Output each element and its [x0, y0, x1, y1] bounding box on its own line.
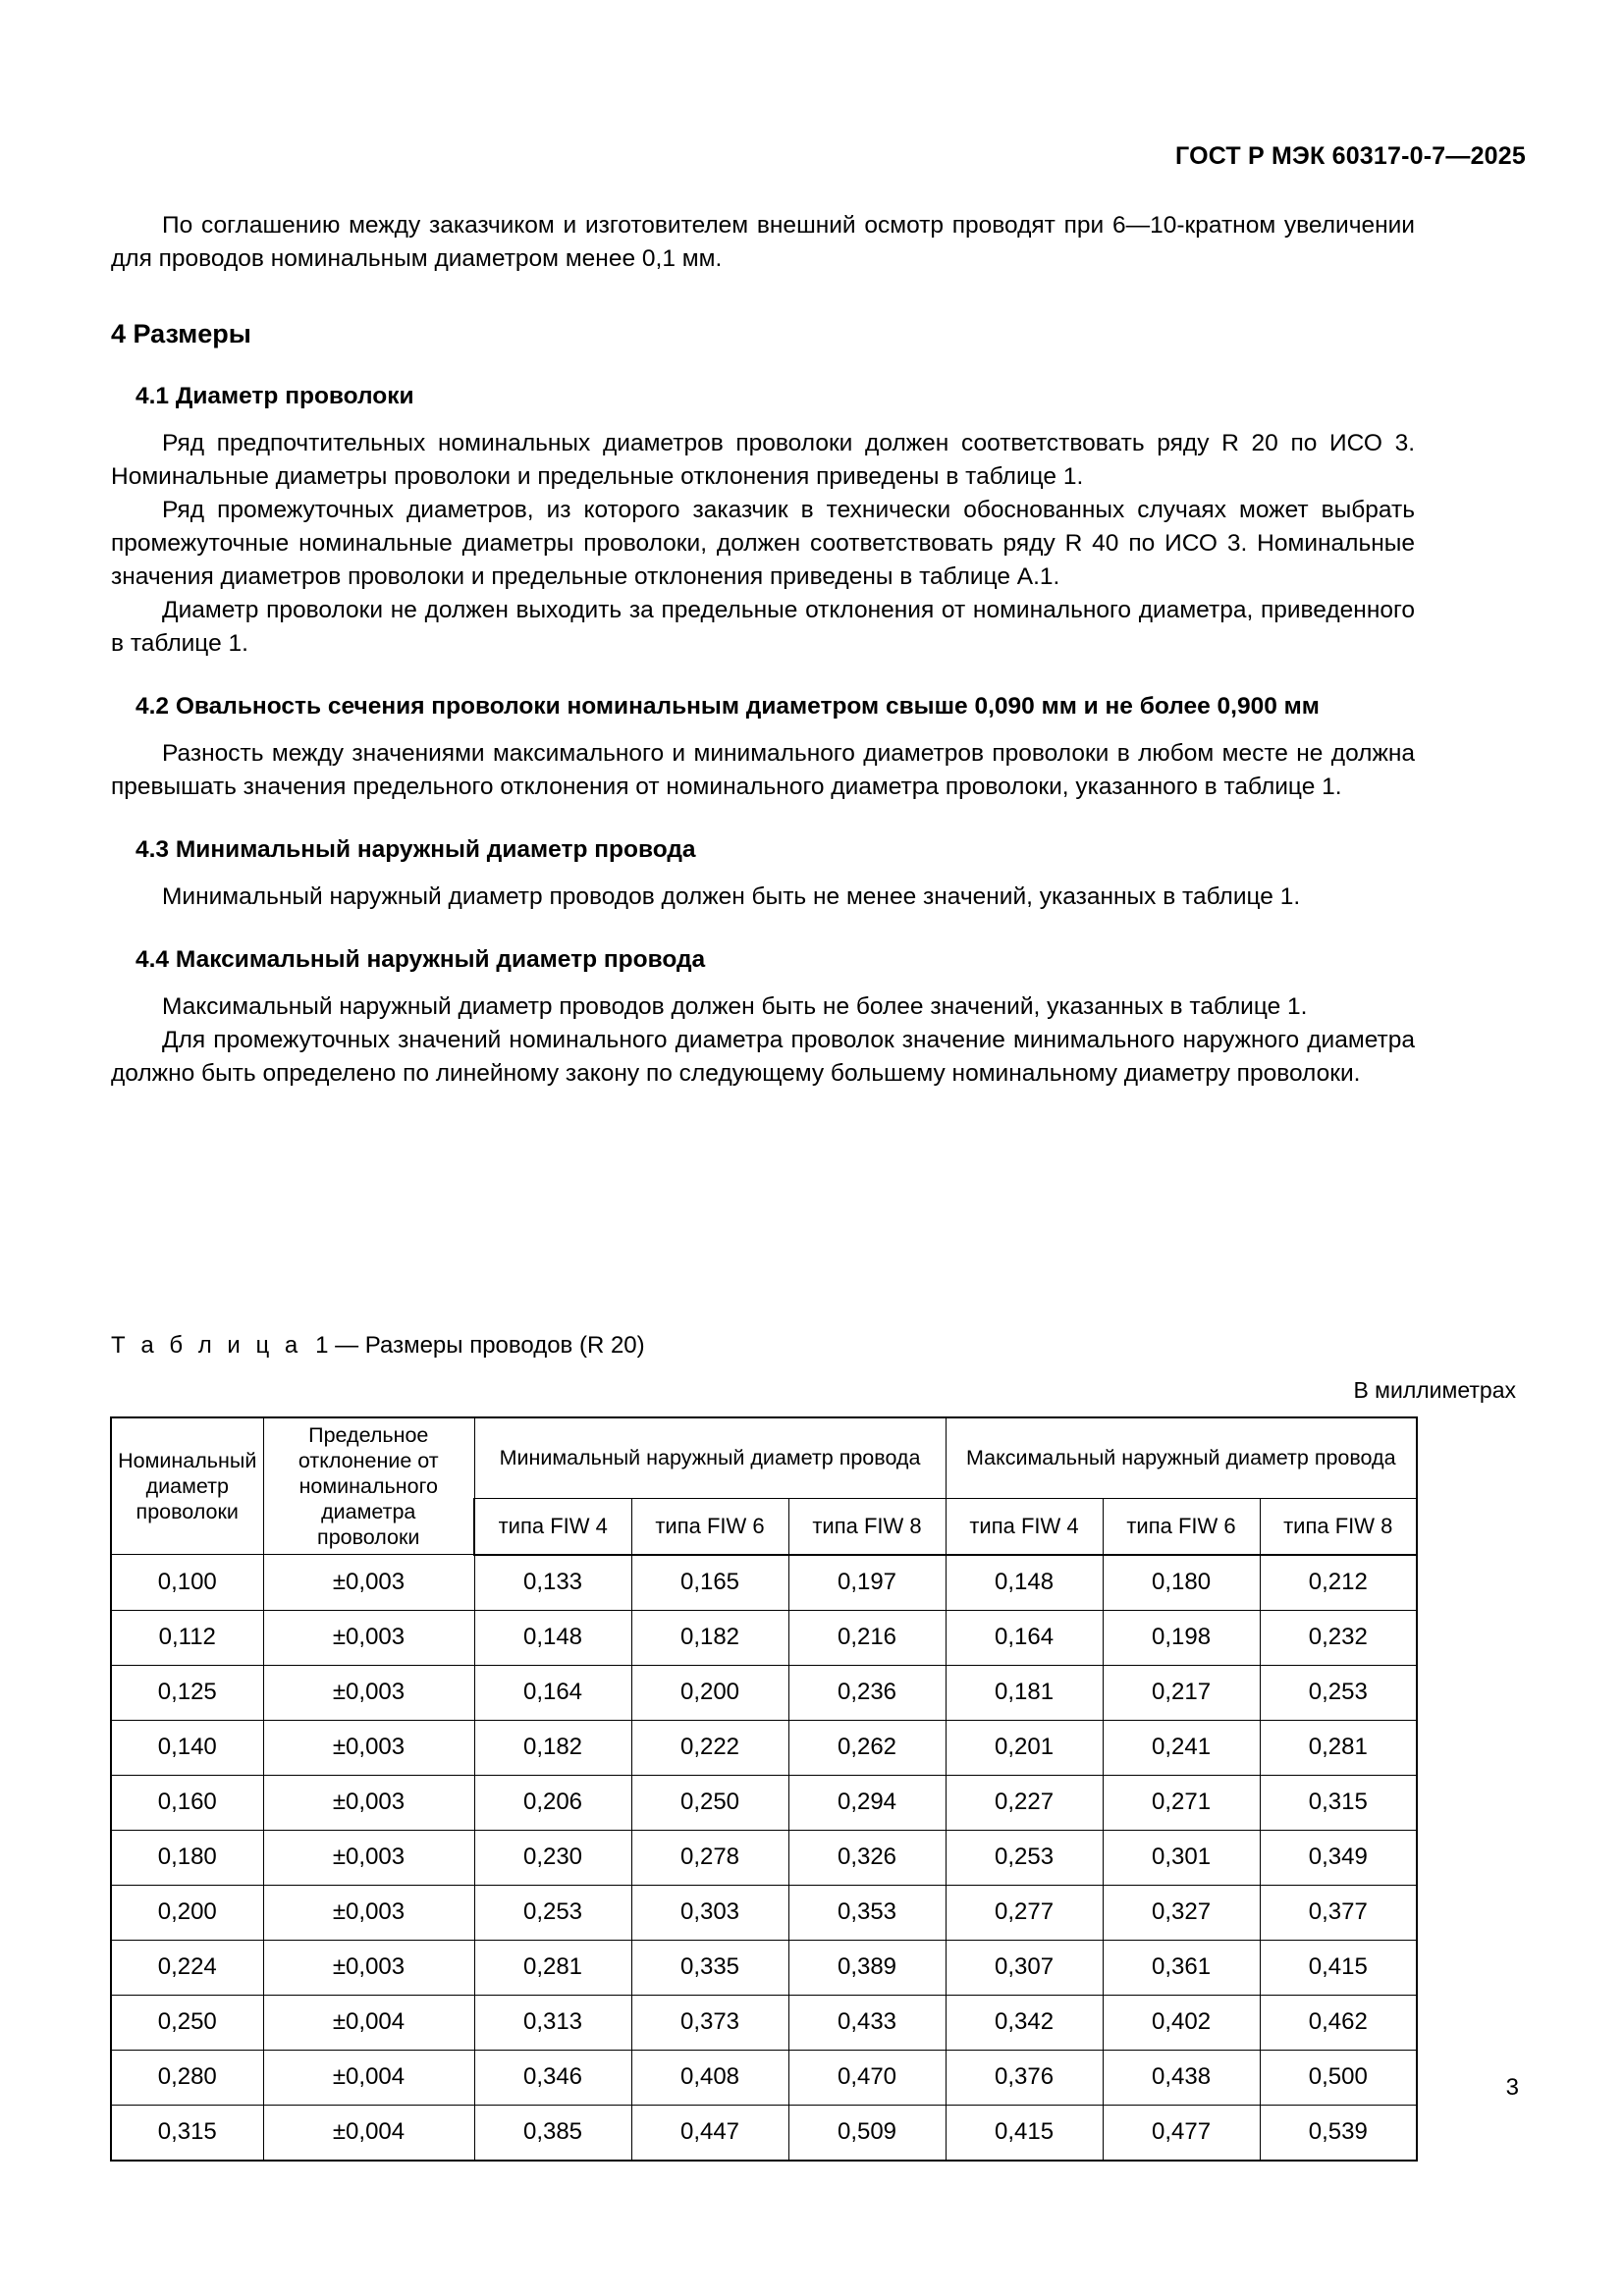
table-caption [111, 1332, 645, 1360]
table-row [111, 1775, 1417, 1830]
th-max-fiw4: типа FIW 4 [946, 1498, 1103, 1555]
table-cell: ±0,004 [263, 2050, 474, 2105]
table-cell: 0,198 [1103, 1610, 1260, 1665]
paragraph-4-1-3: Диаметр проволоки не должен выходить за предельные отклонения от номинального диаметра, приведенного в таблице 1. [111, 597, 1415, 657]
table-cell: 0,201 [946, 1720, 1103, 1775]
table-cell: 0,349 [1260, 1830, 1417, 1885]
spacer [111, 914, 1415, 943]
table-cell: 0,335 [631, 1940, 788, 1995]
table-cell: 0,361 [1103, 1940, 1260, 1995]
spacer [111, 276, 1415, 317]
table-row [111, 2105, 1417, 2161]
table-cell: 0,100 [111, 1555, 263, 1611]
table-cell: ±0,003 [263, 1940, 474, 1995]
table-row [111, 1995, 1417, 2050]
table-cell: 0,294 [788, 1775, 946, 1830]
paragraph-4-4-2: Для промежуточных значений номинального диаметра проволок значение минимального наружного диаметра должно быть определено по линейному закону по следующему большему номинальному диаметру проволоки. [111, 1027, 1415, 1087]
table-cell: 0,342 [946, 1995, 1103, 2050]
table-cell: ±0,003 [263, 1665, 474, 1720]
paragraph-4-2-1: Разность между значениями максимального и минимального диаметров проволоки в любом месте не должна превышать значения предельного отклонения от номинального диаметра проволоки, указанного в таблице 1. [111, 740, 1415, 800]
table-cell: 0,227 [946, 1775, 1103, 1830]
th-min-fiw6: типа FIW 6 [631, 1498, 788, 1555]
spacer [111, 977, 1415, 990]
table-cell: 0,402 [1103, 1995, 1260, 2050]
table-cell: 0,250 [631, 1775, 788, 1830]
table-cell: 0,112 [111, 1610, 263, 1665]
table-cell: 0,253 [946, 1830, 1103, 1885]
table-cell: ±0,003 [263, 1885, 474, 1940]
table-cell: 0,216 [788, 1610, 946, 1665]
table-cell: 0,303 [631, 1885, 788, 1940]
table-caption-text: 1 — Размеры проводов (R 20) [315, 1332, 645, 1359]
table-cell: 0,327 [1103, 1885, 1260, 1940]
table-cell: ±0,003 [263, 1555, 474, 1611]
table-cell: 0,200 [631, 1665, 788, 1720]
table-cell: 0,278 [631, 1830, 788, 1885]
table-cell: 0,222 [631, 1720, 788, 1775]
th-min-fiw4: типа FIW 4 [474, 1498, 631, 1555]
table-cell: ±0,003 [263, 1610, 474, 1665]
table-row [111, 2050, 1417, 2105]
dimensions-table [110, 1416, 1418, 2162]
table-cell: 0,470 [788, 2050, 946, 2105]
table-cell: 0,509 [788, 2105, 946, 2161]
section-heading-4: 4 Размеры [111, 319, 251, 348]
table-cell: 0,408 [631, 2050, 788, 2105]
table-cell: 0,253 [1260, 1665, 1417, 1720]
table-row [111, 1665, 1417, 1720]
table-cell: 0,165 [631, 1555, 788, 1611]
table-cell: ±0,003 [263, 1775, 474, 1830]
table-cell: 0,389 [788, 1940, 946, 1995]
table-cell: 0,133 [474, 1555, 631, 1611]
table-cell: 0,224 [111, 1940, 263, 1995]
paragraph-4-1-1: Ряд предпочтительных номинальных диаметров проволоки должен соответствовать ряду R 20 по ИСО 3. Номинальные диаметры проволоки и предельные отклонения приведены в таблице 1. [111, 430, 1415, 490]
table-header-row-groups [111, 1417, 1417, 1498]
table-cell: 0,180 [111, 1830, 263, 1885]
table-cell: 0,353 [788, 1885, 946, 1940]
table-cell: 0,433 [788, 1995, 946, 2050]
running-header-standard-id: ГОСТ Р МЭК 60317-0-7—2025 [1175, 142, 1526, 170]
table-cell: 0,160 [111, 1775, 263, 1830]
table-row [111, 1610, 1417, 1665]
table-cell: 0,148 [474, 1610, 631, 1665]
table-cell: 0,315 [111, 2105, 263, 2161]
table-row [111, 1830, 1417, 1885]
table-cell: 0,313 [474, 1995, 631, 2050]
page-number: 3 [1505, 2074, 1519, 2101]
table-cell: 0,212 [1260, 1555, 1417, 1611]
intro-paragraph: По соглашению между заказчиком и изготовителем внешний осмотр проводят при 6—10-кратном увеличении для проводов номинальным диаметром менее 0,1 мм. [111, 212, 1415, 272]
table-cell: 0,281 [1260, 1720, 1417, 1775]
table-cell: 0,377 [1260, 1885, 1417, 1940]
subsection-heading-4-3: 4.3 Минимальный наружный диаметр провода [135, 836, 696, 863]
spacer [111, 350, 1415, 380]
table-cell: 0,385 [474, 2105, 631, 2161]
table-body [111, 1555, 1417, 2161]
table-row [111, 1555, 1417, 1611]
table-cell: 0,500 [1260, 2050, 1417, 2105]
paragraph-4-3-1: Минимальный наружный диаметр проводов должен быть не менее значений, указанных в таблице 1. [162, 883, 1301, 910]
table-cell: 0,230 [474, 1830, 631, 1885]
table-cell: 0,415 [946, 2105, 1103, 2161]
table-cell: 0,241 [1103, 1720, 1260, 1775]
th-min-fiw8: типа FIW 8 [788, 1498, 946, 1555]
table-cell: 0,148 [946, 1555, 1103, 1611]
table-cell: 0,301 [1103, 1830, 1260, 1885]
table-cell: 0,180 [1103, 1555, 1260, 1611]
table-cell: 0,197 [788, 1555, 946, 1611]
document-body [111, 209, 1415, 1091]
table-cell: 0,217 [1103, 1665, 1260, 1720]
table-cell: 0,182 [631, 1610, 788, 1665]
table-cell: 0,271 [1103, 1775, 1260, 1830]
table-head [111, 1417, 1417, 1555]
spacer [111, 867, 1415, 881]
table-row [111, 1720, 1417, 1775]
table-row [111, 1940, 1417, 1995]
subsection-heading-4-4: 4.4 Максимальный наружный диаметр провода [135, 946, 706, 973]
table-cell: 0,415 [1260, 1940, 1417, 1995]
table-cell: 0,125 [111, 1665, 263, 1720]
table-cell: 0,200 [111, 1885, 263, 1940]
table-cell: ±0,003 [263, 1720, 474, 1775]
table-cell: 0,253 [474, 1885, 631, 1940]
table-cell: 0,236 [788, 1665, 946, 1720]
table-units-note: В миллиметрах [1353, 1377, 1516, 1403]
subsection-heading-4-2: 4.2 Овальность сечения проволоки номинальным диаметром свыше 0,090 мм и не более 0,900 мм [135, 693, 1320, 720]
table-cell: 0,262 [788, 1720, 946, 1775]
table-row [111, 1885, 1417, 1940]
paragraph-4-4-1: Максимальный наружный диаметр проводов должен быть не более значений, указанных в таблице 1. [162, 993, 1308, 1020]
table-caption-label: Т а б л и ц а [111, 1332, 302, 1359]
table-cell: 0,164 [946, 1610, 1103, 1665]
table-cell: 0,376 [946, 2050, 1103, 2105]
th-max-fiw6: типа FIW 6 [1103, 1498, 1260, 1555]
table-cell: 0,281 [474, 1940, 631, 1995]
spacer [111, 661, 1415, 690]
table-cell: 0,232 [1260, 1610, 1417, 1665]
table-cell: 0,164 [474, 1665, 631, 1720]
table-cell: 0,307 [946, 1940, 1103, 1995]
table-cell: 0,280 [111, 2050, 263, 2105]
th-group-max-outer-diameter: Максимальный наружный диаметр провода [946, 1417, 1417, 1498]
table-cell: 0,277 [946, 1885, 1103, 1940]
table-cell: ±0,004 [263, 2105, 474, 2161]
th-max-fiw8: типа FIW 8 [1260, 1498, 1417, 1555]
table-cell: ±0,004 [263, 1995, 474, 2050]
spacer [111, 804, 1415, 833]
table-cell: 0,477 [1103, 2105, 1260, 2161]
table-cell: 0,326 [788, 1830, 946, 1885]
table-cell: 0,140 [111, 1720, 263, 1775]
subsection-heading-4-1: 4.1 Диаметр проволоки [135, 383, 414, 409]
paragraph-4-1-2: Ряд промежуточных диаметров, из которого заказчик в технически обоснованных случаях может выбрать промежуточные номинальные диаметры проволоки, должен соответствовать ряду R 40 по ИСО 3. Номинальные значения диаметров проволоки и предельные отклонения приведены в таблице А.1. [111, 497, 1415, 590]
table-cell: 0,206 [474, 1775, 631, 1830]
table-cell: 0,182 [474, 1720, 631, 1775]
table-cell: 0,539 [1260, 2105, 1417, 2161]
th-group-min-outer-diameter: Минимальный наружный диаметр провода [474, 1417, 946, 1498]
spacer [111, 413, 1415, 427]
th-limit-deviation: Предельное отклонение от номинального диаметра проволоки [263, 1417, 474, 1555]
table-cell: 0,373 [631, 1995, 788, 2050]
table-cell: 0,346 [474, 2050, 631, 2105]
table-cell: 0,438 [1103, 2050, 1260, 2105]
table-cell: 0,315 [1260, 1775, 1417, 1830]
table-cell: 0,250 [111, 1995, 263, 2050]
table-cell: 0,181 [946, 1665, 1103, 1720]
table-cell: 0,462 [1260, 1995, 1417, 2050]
table-cell: 0,447 [631, 2105, 788, 2161]
table-cell: ±0,003 [263, 1830, 474, 1885]
th-nominal-wire-diameter: Номинальный диаметр проволоки [111, 1417, 263, 1555]
spacer [111, 723, 1415, 737]
